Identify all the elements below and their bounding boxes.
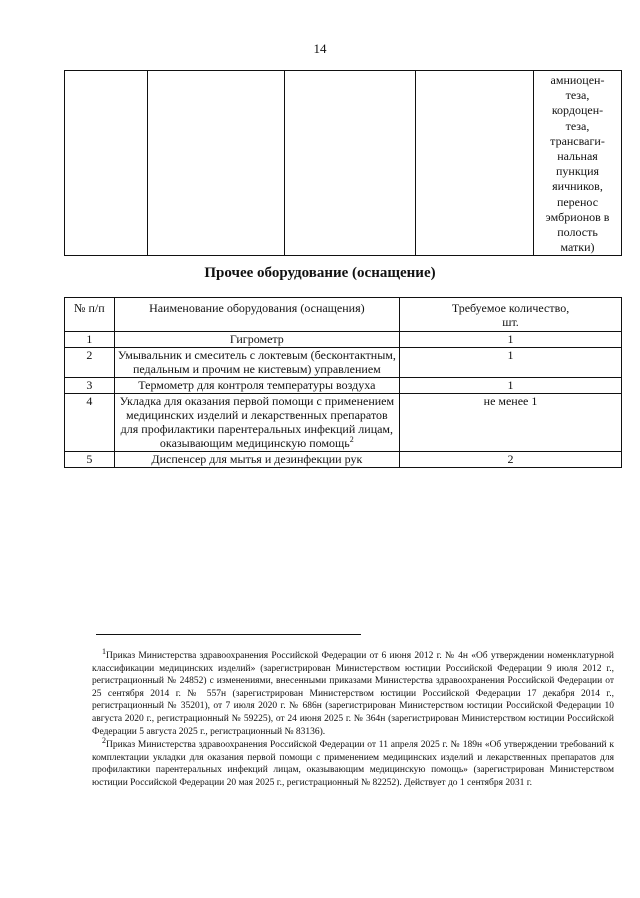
cell-line: кордоцен- [551,103,604,118]
section-title: Прочее оборудование (оснащение) [204,265,436,281]
cell-line: теза, [565,88,590,103]
row-name: Умывальник и смеситель с локтевым (бесконтактным, педальным и прочим не кистевым) управлением [114,348,399,378]
footnote-mark: 1 [102,646,106,656]
table-cell [65,71,148,256]
equipment-table [64,297,622,468]
continuation-table [64,70,622,256]
row-num: 3 [65,378,115,394]
row-qty: 1 [400,332,622,348]
page-number: 14 [313,41,327,56]
row-name: Диспенсер для мытья и дезинфекции рук [114,452,399,468]
cell-line: перенос [556,194,599,209]
row-qty: 1 [400,378,622,394]
cell-line: амниоцен- [550,73,605,87]
cell-line: яичников, [552,179,603,194]
table-header-row [65,298,622,332]
row-name [114,394,399,452]
row-name: Гигрометр [114,332,399,348]
footnote-separator [96,634,361,635]
cell-line: нальная [557,149,598,164]
cell-line: трансваги- [550,133,605,148]
row-qty: не менее 1 [400,394,622,452]
table-cell [416,71,534,256]
footnote-ref: 2 [349,435,354,444]
table-row [65,348,622,378]
row-qty: 1 [400,348,622,378]
cell-line: матки) [560,240,595,255]
header-qty [400,298,622,332]
table-row [65,378,622,394]
row-num: 4 [65,394,115,452]
footnote [92,646,614,738]
table-row [65,394,622,452]
table-cell [285,71,416,256]
row-name: Термометр для контроля температуры воздуха [114,378,399,394]
row-name-text: Укладка для оказания первой помощи с применением медицинских изделий и лекарственных препаратов для профилактики парентеральных инфекций лицам, оказывающим медицинскую помощь [119,394,395,450]
footnotes [92,646,614,791]
row-qty: 2 [400,452,622,468]
table-row [65,332,622,348]
row-num: 1 [65,332,115,348]
footnote-text: Приказ Министерства здравоохранения Российской Федерации от 11 апреля 2025 г. № 189н «Об утверждении требований к комплектации укладки для оказания первой помощи с применением медицинских изделий и лекарственных препаратов для профилактики парентеральных инфекций лицам, оказывающим медицинскую помощь» (зарегистрирован Министерством юстиции Российской Федерации 20 мая 2025 г., регистрационный № 82252). Действует до 1 сентября 2031 г. [92,740,614,788]
footnote-text: Приказ Министерства здравоохранения Российской Федерации от 6 июня 2012 г. № 4н «Об утверждении номенклатурной классификации медицинских изделий» (зарегистрирован Министерством юстиции Российской Федерации 9 июля 2012 г., регистрационный № 24852) с изменениями, внесенными приказами Министерства здравоохранения Российской Федерации от 25 сентября 2014 г. № 557н (зарегистрирован Министерством юстиции Российской Федерации 17 декабря 2014 г., регистрационный № 35201), от 7 июля 2020 г. № 686н (зарегистрирован Министерством юстиции Российской Федерации 10 августа 2020 г., регистрационный № 59225), от 24 июня 2025 г. № 364н (зарегистрирован Министерством юстиции Российской Федерации 5 августа 2025 г., регистрационный № 83136). [92,651,614,737]
footnote-mark: 2 [102,736,106,745]
row-num: 2 [65,348,115,378]
footnote [92,736,614,789]
cell-line: пункция [555,164,600,179]
cell-line: эмбрионов в [545,209,610,224]
header-qty-line1: Требуемое количество, [451,301,570,315]
procedures-cell [534,71,622,256]
header-name: Наименование оборудования (оснащения) [114,298,399,332]
header-qty-line2: шт. [502,315,519,329]
table-cell [148,71,285,256]
row-num: 5 [65,452,115,468]
cell-line: полость [557,225,598,240]
header-num: № п/п [65,298,115,332]
cell-line: теза, [565,118,590,133]
table-row [65,452,622,468]
